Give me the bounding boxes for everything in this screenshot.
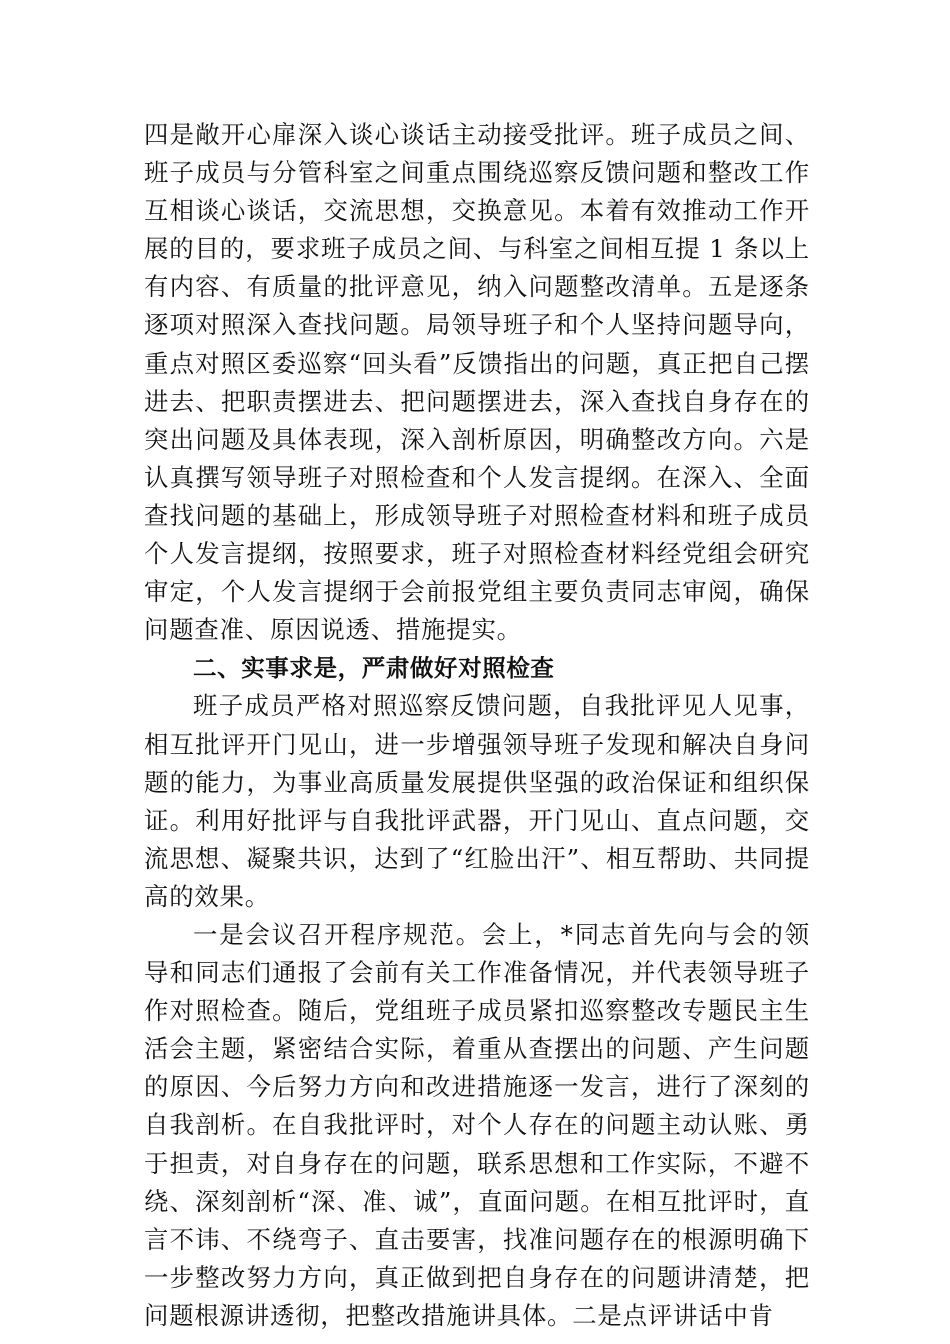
paragraph-section-2-intro: 班子成员严格对照巡察反馈问题，自我批评见人见事，相互批评开门见山，进一步增强领导班子发现和解决自身问题的能力，为事业高质量发展提供坚强的政治保证和组织保证。利用好批评与自我批评武器，开门见山、直点问题，交流思想、凝聚共识，达到了“红脸出汗”、相互帮助、共同提高的效果。 bbox=[144, 691, 810, 911]
document-body bbox=[144, 116, 810, 1335]
paragraph-meeting-procedure: 一是会议召开程序规范。会上，*同志首先向与会的领导和同志们通报了会前有关工作准备情况，并代表领导班子作对照检查。随后，党组班子成员紧扣巡察整改专题民主生活会主题，紧密结合实际，着重从查摆出的问题、产生问题的原因、今后努力方向和改进措施逐一发言，进行了深刻的自我剖析。在自我批评时，对个人存在的问题主动认账、勇于担责，对自身存在的问题，联系思想和工作实际，不避不绕、深刻剖析“深、准、诚”，直面问题。在相互批评时，直言不讳、不绕弯子、直击要害，找准问题存在的根源明确下一步整改努力方向，真正做到把自身存在的问题讲清楚，把问题根源讲透彻，把整改措施讲具体。二是点评讲话中肯 bbox=[144, 919, 810, 1330]
section-heading-2: 二、实事求是，严肃做好对照检查 bbox=[193, 654, 555, 683]
paragraph-preparation-steps: 四是敞开心扉深入谈心谈话主动接受批评。班子成员之间、班子成员与分管科室之间重点围绕巡察反馈问题和整改工作互相谈心谈话，交流思想，交换意见。本着有效推动工作开展的目的，要求班子成员之间、与科室之间相互提 1 条以上有内容、有质量的批评意见，纳入问题整改清单。五是逐条逐项对照深入查找问题。局领导班子和个人坚持问题导向，重点对照区委巡察“回头看”反馈指出的问题，真正把自己摆进去、把职责摆进去、把问题摆进去，深入查找自身存在的突出问题及具体表现，深入剖析原因，明确整改方向。六是认真撰写领导班子对照检查和个人发言提纲。在深入、全面查找问题的基础上，形成领导班子对照检查材料和班子成员个人发言提纲，按照要求，班子对照检查材料经党组会研究审定，个人发言提纲于会前报党组主要负责同志审阅，确保问题查准、原因说透、措施提实。 bbox=[144, 120, 810, 645]
